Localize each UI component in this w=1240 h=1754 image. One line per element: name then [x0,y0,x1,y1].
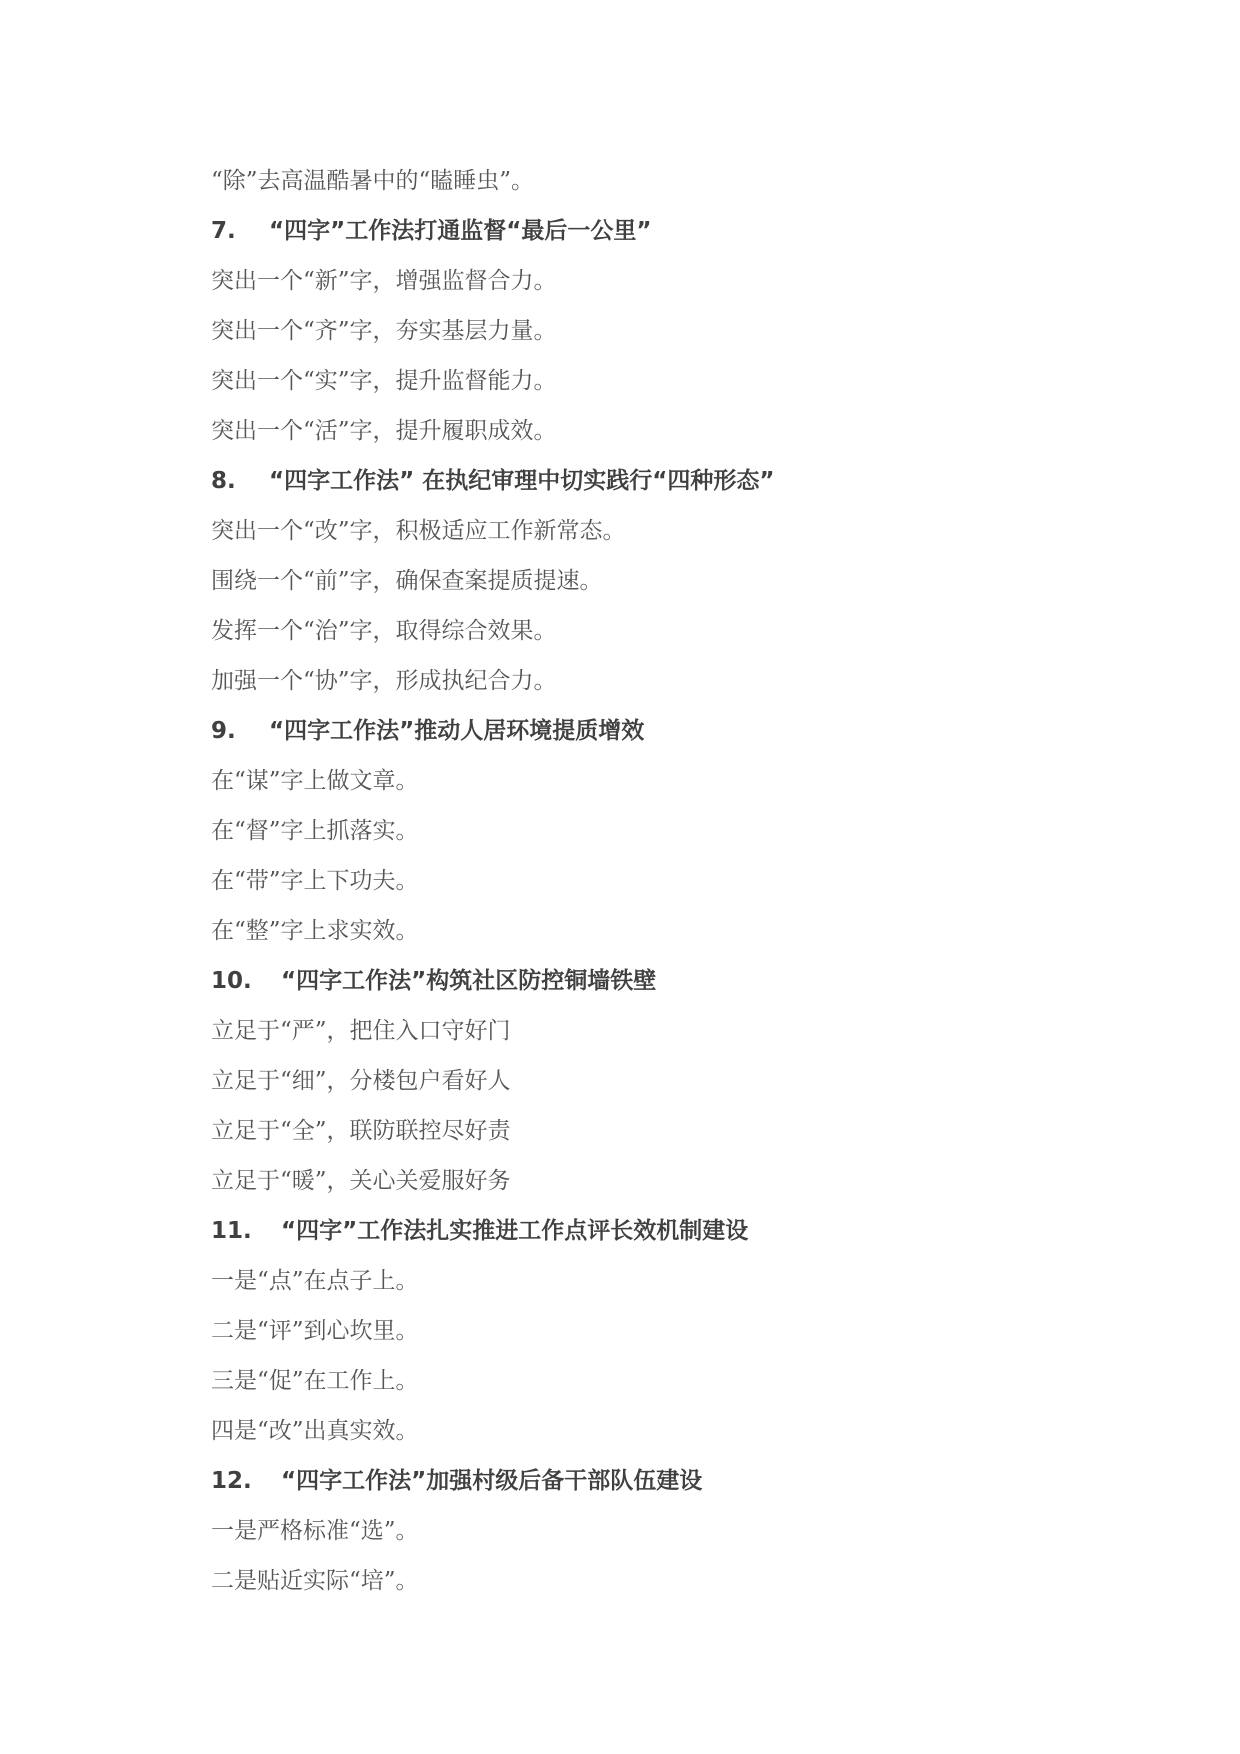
paragraph: 立足于“严”，把住入口守好门 [211,1018,511,1044]
section-number: 12. [211,1468,252,1494]
paragraph: 二是“评”到心坎里。 [211,1318,419,1344]
section-heading-10 [211,956,1171,1006]
paragraph: 在“整”字上求实效。 [211,918,419,944]
paragraph: 突出一个“实”字，提升监督能力。 [211,368,557,394]
paragraph: 围绕一个“前”字，确保查案提质提速。 [211,568,603,594]
section-heading-8 [211,456,1171,506]
paragraph: 立足于“细”，分楼包户看好人 [211,1068,511,1094]
section-title: “四字”工作法打通监督“最后一公里” [269,218,652,244]
paragraph: 三是“促”在工作上。 [211,1368,419,1394]
section-heading-11 [211,1206,1171,1256]
section-heading-12 [211,1456,1171,1506]
paragraph: 在“带”字上下功夫。 [211,868,419,894]
paragraph: 立足于“暖”，关心关爱服好务 [211,1168,511,1194]
paragraph: 突出一个“活”字，提升履职成效。 [211,418,557,444]
paragraph: 立足于“全”，联防联控尽好责 [211,1118,511,1144]
paragraph: 突出一个“改”字，积极适应工作新常态。 [211,518,626,544]
paragraph: 在“督”字上抓落实。 [211,818,419,844]
paragraph: 加强一个“协”字，形成执纪合力。 [211,668,557,694]
section-title: “四字工作法”推动人居环境提质增效 [269,718,645,744]
document-body [211,156,1171,1606]
section-heading-9 [211,706,1171,756]
paragraph: 在“谋”字上做文章。 [211,768,419,794]
paragraph: 二是贴近实际“培”。 [211,1568,419,1594]
paragraph: 突出一个“新”字，增强监督合力。 [211,268,557,294]
section-title: “四字工作法”构筑社区防控铜墙铁壁 [281,968,657,994]
section-title: “四字”工作法扎实推进工作点评长效机制建设 [281,1218,749,1244]
section-number: 9. [211,718,236,744]
paragraph: 突出一个“齐”字，夯实基层力量。 [211,318,557,344]
section-number: 10. [211,968,252,994]
section-title: “四字工作法” 在执纪审理中切实践行“四种形态” [269,468,775,494]
section-number: 7. [211,218,236,244]
paragraph: 四是“改”出真实效。 [211,1418,419,1444]
paragraph: 一是“点”在点子上。 [211,1268,419,1294]
section-title: “四字工作法”加强村级后备干部队伍建设 [281,1468,703,1494]
section-number: 11. [211,1218,252,1244]
paragraph: 发挥一个“治”字，取得综合效果。 [211,618,557,644]
paragraph: “除”去高温酷暑中的“瞌睡虫”。 [211,168,535,194]
section-number: 8. [211,468,236,494]
paragraph: 一是严格标准“选”。 [211,1518,419,1544]
section-heading-7 [211,206,1171,256]
